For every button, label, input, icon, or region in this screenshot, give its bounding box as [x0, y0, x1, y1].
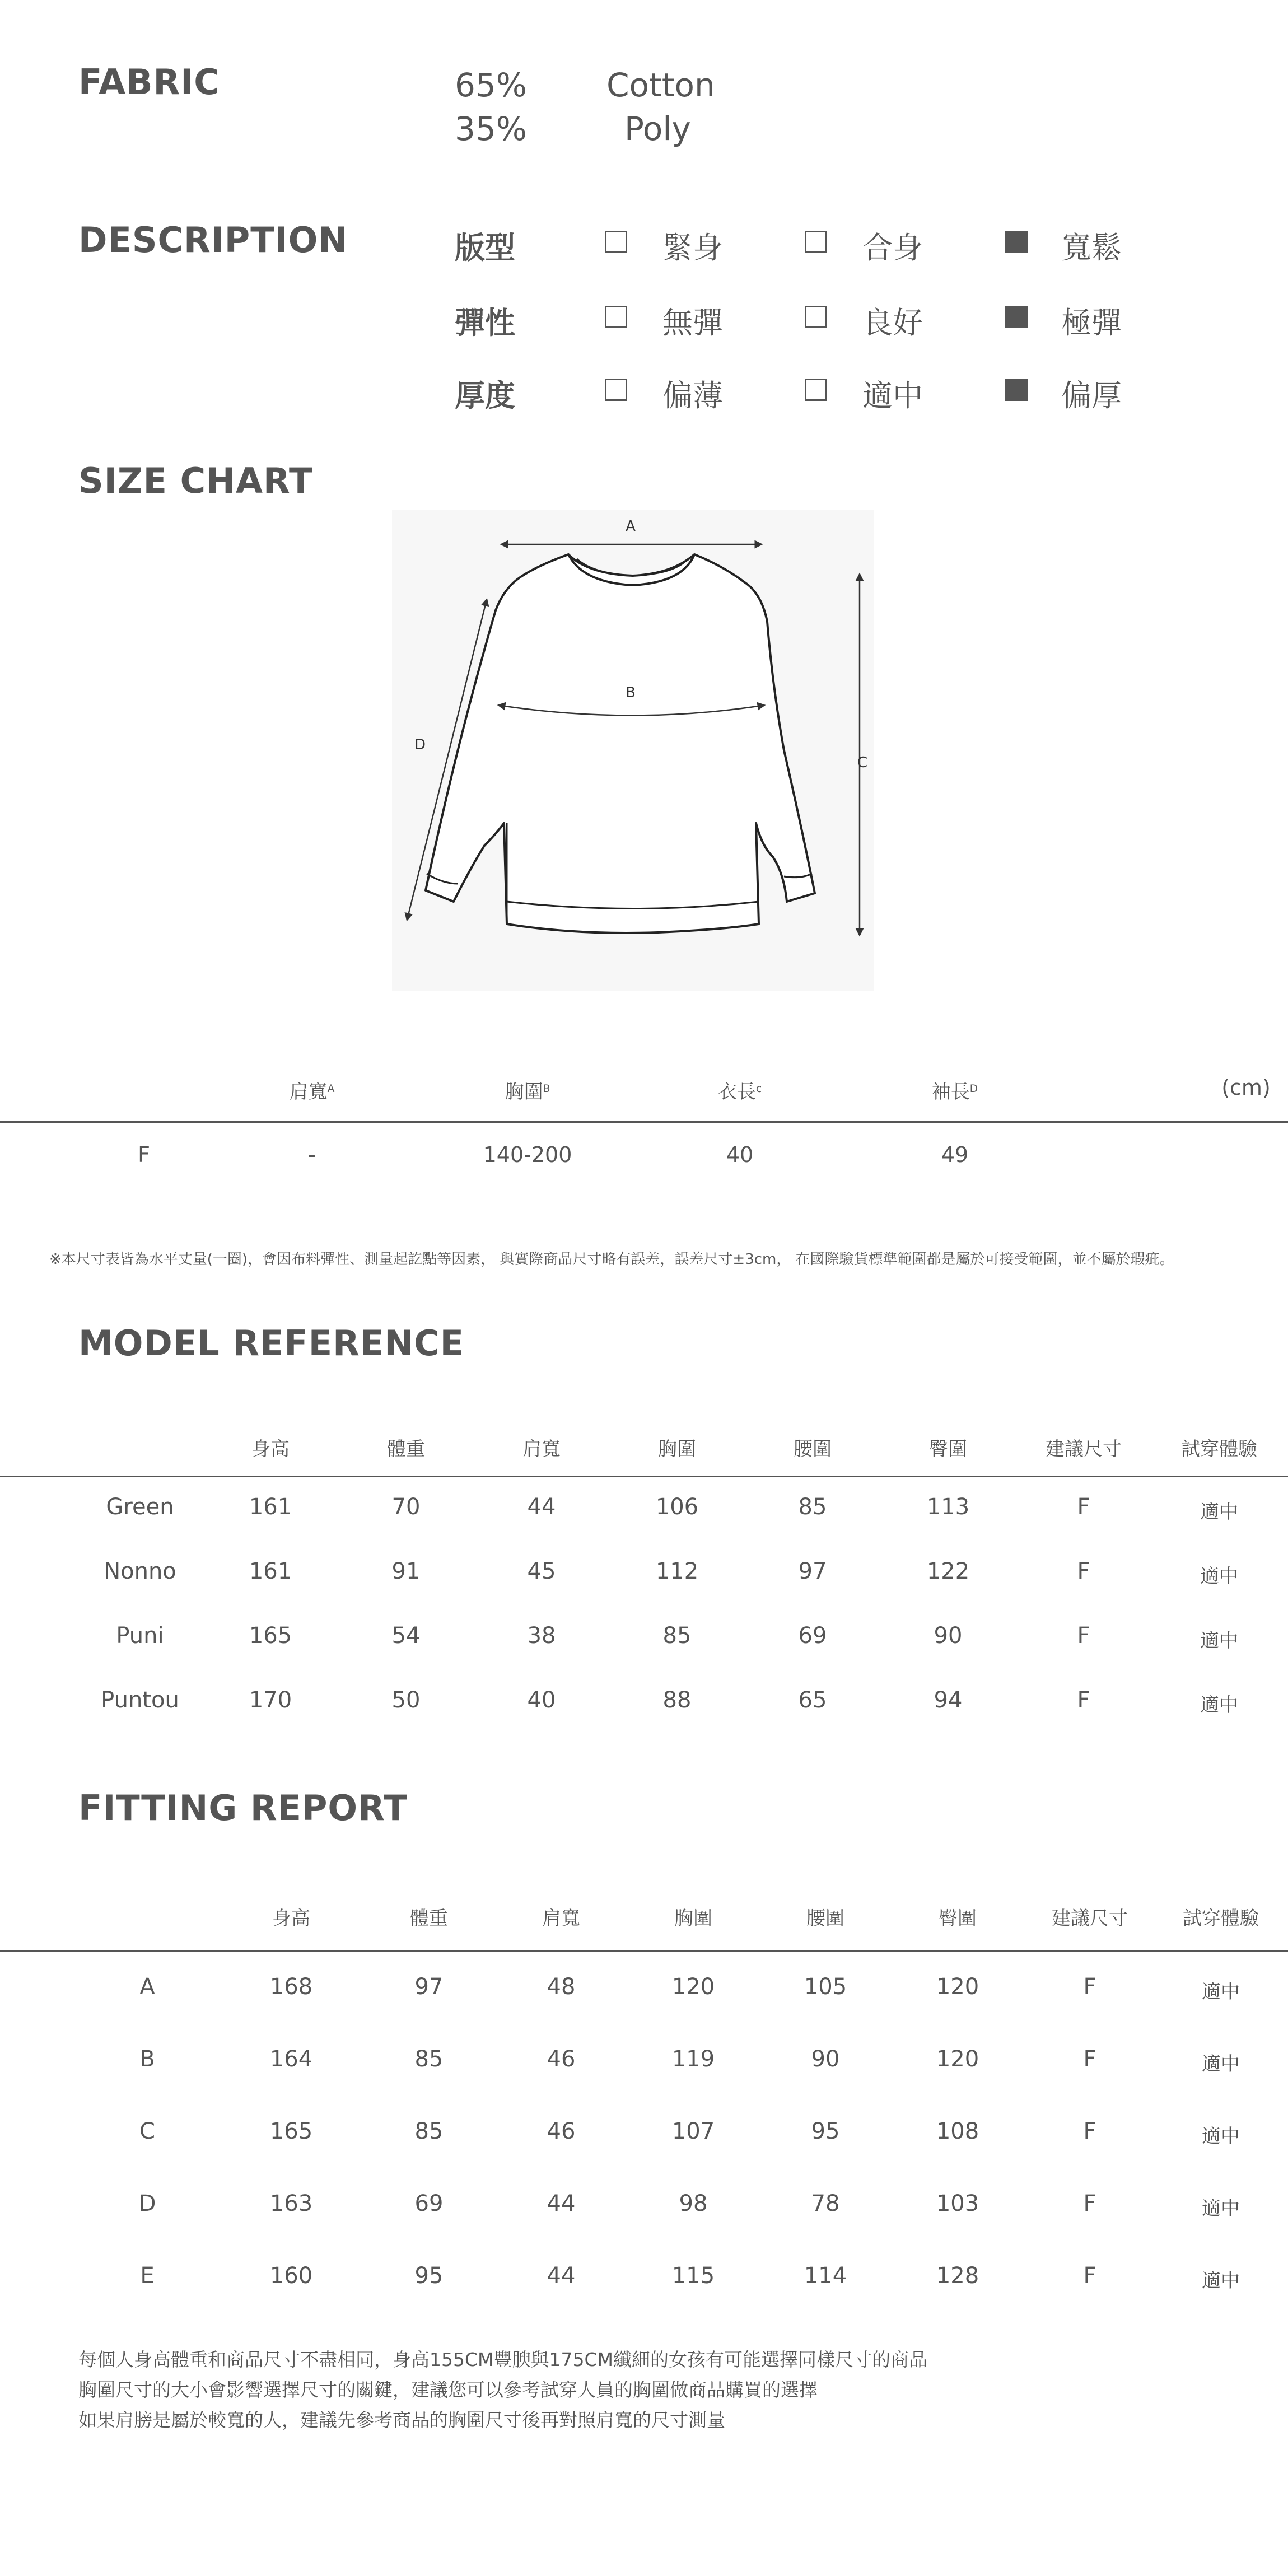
table-cell: 88 [662, 1687, 692, 1713]
table-header: 臀圍 [939, 1907, 977, 1930]
size-header-superscript: A [327, 1082, 335, 1095]
table-cell: F [1077, 1558, 1090, 1584]
table-cell: 適中 [1202, 2125, 1240, 2148]
size-table-cell: 40 [726, 1142, 754, 1167]
description-option-label: 緊身 [662, 230, 723, 265]
table-cell: 44 [547, 2263, 576, 2289]
table-cell: F [1077, 1623, 1090, 1649]
table-cell: 120 [936, 2046, 979, 2072]
label-a: A [626, 518, 636, 535]
table-cell: 170 [249, 1687, 292, 1713]
size-header-superscript: c [755, 1082, 762, 1095]
table-cell: 163 [269, 2191, 313, 2216]
table-header: 身高 [251, 1438, 290, 1460]
checkbox [605, 379, 627, 401]
description-option-label: 無彈 [662, 305, 723, 340]
table-cell: 適中 [1200, 1501, 1238, 1523]
description-option-label: 偏厚 [1061, 378, 1122, 413]
size-header-text: 肩寬 [289, 1081, 328, 1103]
table-cell: 44 [527, 1494, 556, 1520]
table-cell: 95 [811, 2118, 840, 2144]
table-cell: 95 [414, 2263, 444, 2289]
table-cell: 適中 [1200, 1565, 1238, 1588]
table-header: 胸圍 [658, 1438, 696, 1460]
table-cell: 46 [547, 2118, 576, 2144]
table-header: 體重 [387, 1438, 425, 1460]
table-cell: 85 [662, 1623, 692, 1649]
bottom-note-1: 每個人身高體重和商品尺寸不盡相同，身高155CM豐腴與175CM纖細的女孩有可能選擇同樣尺寸的商品 [78, 2349, 928, 2370]
checkbox [605, 306, 627, 328]
table-cell: 103 [936, 2191, 979, 2216]
table-header: 試穿體驗 [1181, 1438, 1257, 1460]
table-cell: 119 [671, 2046, 715, 2072]
table-header: 肩寬 [522, 1438, 561, 1460]
table-header: 試穿體驗 [1183, 1907, 1259, 1930]
table-cell: 97 [798, 1558, 827, 1584]
size-header-text: 袖長 [931, 1081, 970, 1103]
size-table-header [718, 1076, 762, 1104]
row-name: A [139, 1974, 155, 2000]
fitting-report-title: FITTING REPORT [78, 1788, 408, 1828]
table-cell: 70 [391, 1494, 421, 1520]
table-cell: 94 [934, 1687, 963, 1713]
table-cell: 161 [249, 1494, 292, 1520]
size-table-cell: 140-200 [483, 1142, 572, 1167]
table-cell: 45 [527, 1558, 556, 1584]
model-reference-title: MODEL REFERENCE [78, 1323, 464, 1364]
table-header: 臀圍 [929, 1438, 967, 1460]
table-cell: 168 [269, 1974, 313, 2000]
table-cell: 105 [804, 1974, 847, 2000]
table-cell: 128 [936, 2263, 979, 2289]
table-cell: 115 [671, 2263, 715, 2289]
size-chart-title: SIZE CHART [78, 460, 314, 501]
label-d: D [414, 736, 426, 753]
table-header: 胸圍 [674, 1907, 712, 1930]
table-header: 建議尺寸 [1046, 1438, 1122, 1460]
table-cell: 78 [811, 2191, 840, 2216]
size-table-cell: - [308, 1142, 316, 1167]
size-table-header [290, 1076, 335, 1104]
description-option-label: 良好 [862, 305, 923, 340]
table-cell: 65 [798, 1687, 827, 1713]
description-title: DESCRIPTION [78, 220, 348, 260]
table-cell: 165 [249, 1623, 292, 1649]
table-cell: 69 [798, 1623, 827, 1649]
table-cell: 適中 [1202, 2053, 1240, 2075]
size-header-superscript: B [543, 1082, 550, 1095]
table-cell: 122 [926, 1558, 970, 1584]
table-cell: 113 [926, 1494, 970, 1520]
checkbox [805, 379, 827, 401]
table-cell: 90 [811, 2046, 840, 2072]
sweater-measurement-diagram [392, 510, 874, 991]
table-cell: 適中 [1202, 1981, 1240, 2003]
table-cell: 98 [679, 2191, 708, 2216]
row-name: E [140, 2263, 155, 2289]
fabric-percent-2: 35% [455, 110, 527, 148]
table-cell: F [1083, 2263, 1096, 2289]
table-cell: 107 [671, 2118, 715, 2144]
row-name: C [139, 2118, 155, 2144]
label-c: C [857, 754, 868, 771]
fabric-material-1: Cotton [606, 66, 715, 104]
table-cell: 108 [936, 2118, 979, 2144]
size-header-text: 衣長 [717, 1081, 756, 1103]
table-cell: F [1083, 2191, 1096, 2216]
table-cell: 120 [936, 1974, 979, 2000]
size-unit: (cm) [1221, 1075, 1271, 1100]
table-cell: 適中 [1200, 1630, 1238, 1652]
checked-checkbox [1005, 231, 1028, 253]
checkbox [805, 231, 827, 253]
table-header: 體重 [410, 1907, 448, 1930]
description-row-label: 厚度 [455, 378, 515, 413]
size-table-cell: 49 [941, 1142, 969, 1167]
table-header: 身高 [272, 1907, 310, 1930]
table-cell: F [1077, 1687, 1090, 1713]
label-b: B [626, 684, 636, 701]
table-cell: 適中 [1202, 2270, 1240, 2292]
table-cell: 69 [414, 2191, 444, 2216]
fabric-material-2: Poly [624, 110, 691, 148]
table-cell: 160 [269, 2263, 313, 2289]
description-option-label: 偏薄 [662, 378, 723, 413]
fabric-percent-1: 65% [455, 66, 527, 104]
table-cell: 85 [798, 1494, 827, 1520]
table-header: 腰圍 [794, 1438, 832, 1460]
description-option-label: 適中 [862, 378, 923, 413]
row-name: Puntou [101, 1687, 179, 1713]
row-name: Green [106, 1494, 174, 1520]
row-name: Nonno [104, 1558, 176, 1584]
table-cell: 114 [804, 2263, 847, 2289]
table-header: 建議尺寸 [1052, 1907, 1128, 1930]
row-name: D [138, 2191, 156, 2216]
table-cell: 165 [269, 2118, 313, 2144]
table-cell: 85 [414, 2046, 444, 2072]
table-cell: 46 [547, 2046, 576, 2072]
description-row-label: 版型 [455, 230, 515, 265]
checked-checkbox [1005, 306, 1028, 328]
table-cell: 91 [391, 1558, 421, 1584]
fitting-table-rule [0, 1950, 1288, 1952]
checked-checkbox [1005, 379, 1028, 401]
table-cell: 97 [414, 1974, 444, 2000]
table-header: 腰圍 [806, 1907, 844, 1930]
size-label: F [138, 1142, 150, 1167]
description-option-label: 寬鬆 [1061, 230, 1122, 265]
description-option-label: 極彈 [1061, 305, 1122, 340]
bottom-note-3: 如果肩膀是屬於較寬的人，建議先參考商品的胸圍尺寸後再對照肩寬的尺寸測量 [78, 2409, 725, 2431]
description-option-label: 合身 [862, 230, 923, 265]
size-header-text: 胸圍 [505, 1081, 543, 1103]
description-row-label: 彈性 [455, 305, 515, 340]
table-header: 肩寬 [542, 1907, 580, 1930]
model-table-rule [0, 1476, 1288, 1477]
fabric-title: FABRIC [78, 62, 220, 102]
table-cell: F [1083, 2118, 1096, 2144]
row-name: Puni [116, 1623, 164, 1649]
table-cell: F [1077, 1494, 1090, 1520]
bottom-note-2: 胸圍尺寸的大小會影響選擇尺寸的關鍵，建議您可以參考試穿人員的胸圍做商品購買的選擇 [78, 2379, 818, 2401]
table-cell: 48 [547, 1974, 576, 2000]
table-cell: 40 [527, 1687, 556, 1713]
table-cell: 112 [655, 1558, 699, 1584]
table-cell: F [1083, 1974, 1096, 2000]
table-cell: F [1083, 2046, 1096, 2072]
size-header-superscript: D [969, 1082, 978, 1095]
table-cell: 適中 [1200, 1694, 1238, 1716]
table-cell: 106 [655, 1494, 699, 1520]
size-note: ※本尺寸表皆為水平丈量(一圈)，會因布料彈性、測量起訖點等因素， 與實際商品尺寸略有誤差，誤差尺寸±3cm， 在國際驗貨標準範圍都是屬於可接受範圍，並不屬於瑕疵。 [49, 1251, 1174, 1268]
size-table-rule [0, 1121, 1288, 1123]
checkbox [605, 231, 627, 253]
row-name: B [139, 2046, 155, 2072]
table-cell: 38 [527, 1623, 556, 1649]
size-table-header [932, 1076, 978, 1104]
table-cell: 161 [249, 1558, 292, 1584]
table-cell: 164 [269, 2046, 313, 2072]
table-cell: 44 [547, 2191, 576, 2216]
table-cell: 85 [414, 2118, 444, 2144]
table-cell: 50 [391, 1687, 421, 1713]
table-cell: 90 [934, 1623, 963, 1649]
checkbox [805, 306, 827, 328]
table-cell: 適中 [1202, 2197, 1240, 2220]
table-cell: 120 [671, 1974, 715, 2000]
size-table-header [505, 1076, 550, 1104]
table-cell: 54 [391, 1623, 421, 1649]
